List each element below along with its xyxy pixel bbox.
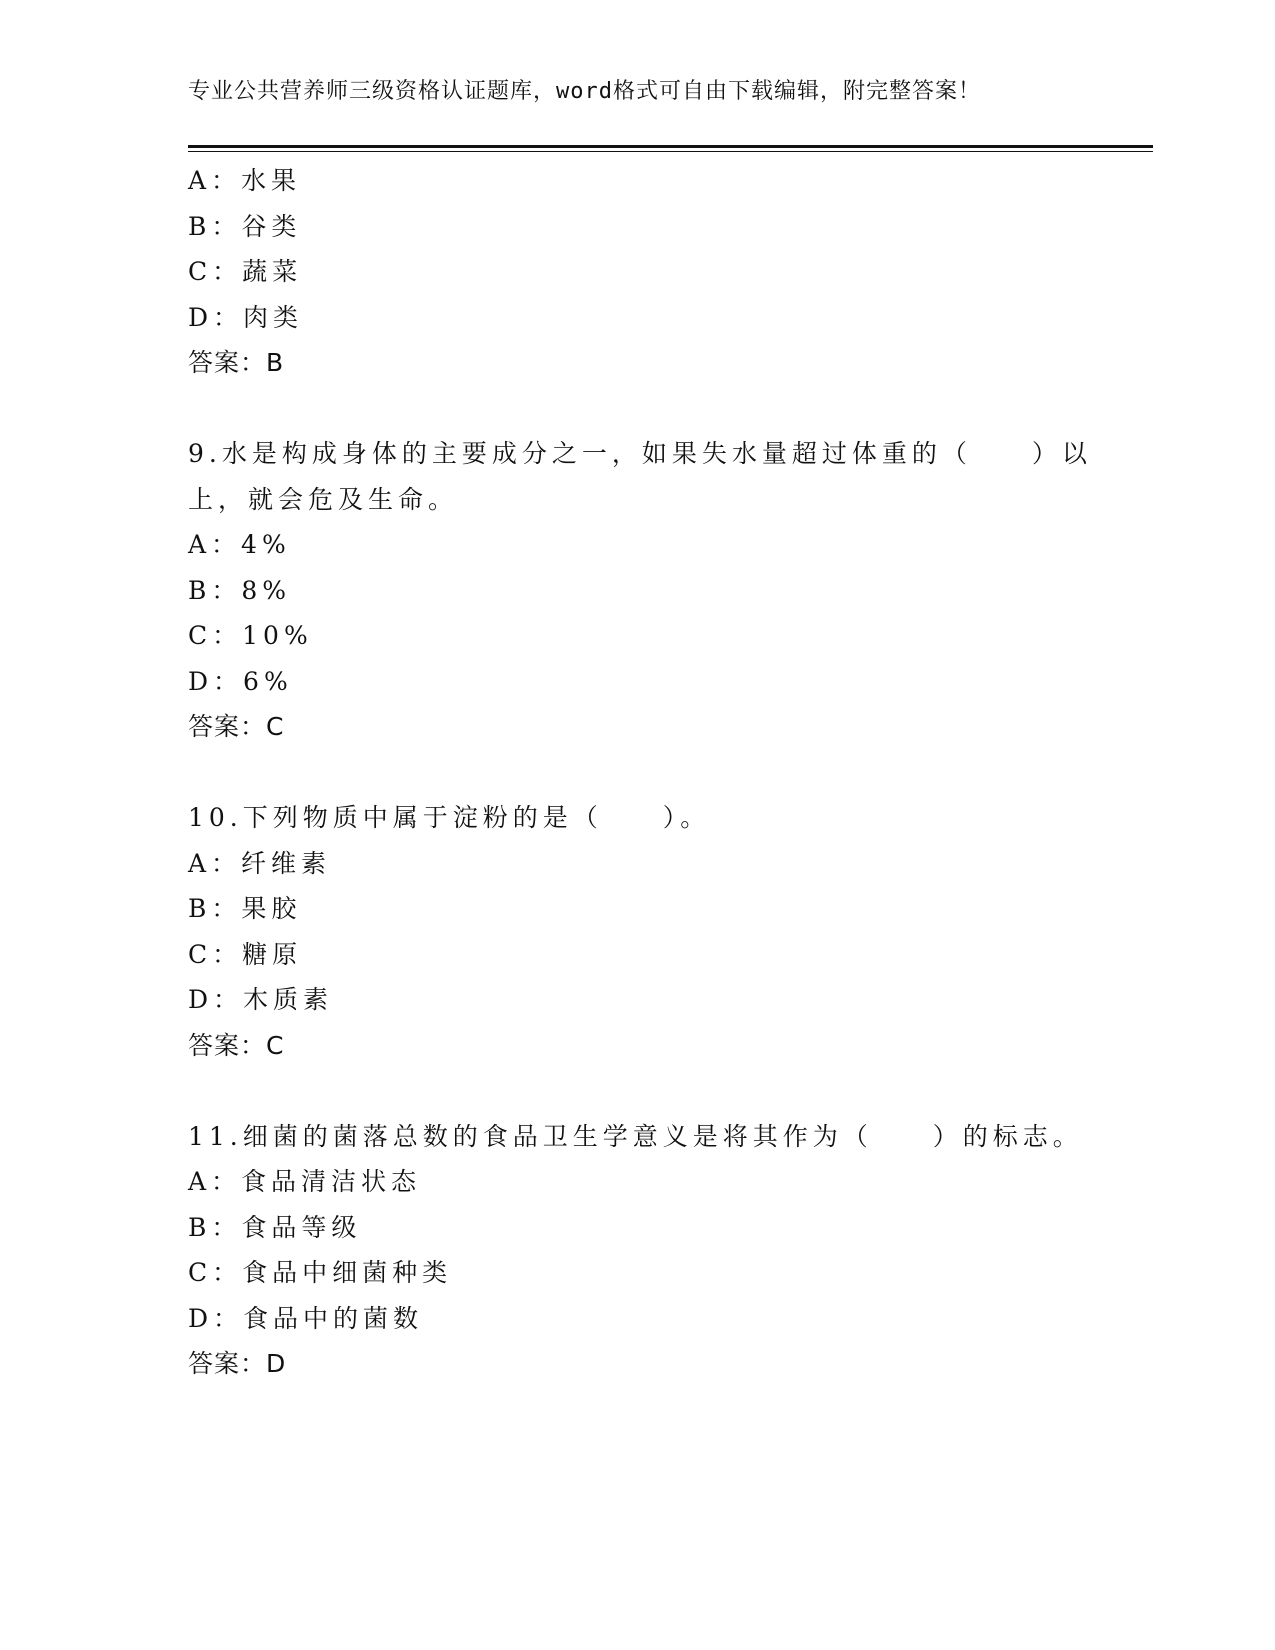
question-8	[188, 158, 1088, 386]
option-b: B：谷类	[188, 211, 302, 241]
option-c: C：糖原	[188, 939, 303, 969]
option-b: B：食品等级	[188, 1212, 362, 1242]
option-c: C：10%	[188, 621, 313, 650]
option-d: D：肉类	[188, 302, 304, 332]
page-header: 专业公共营养师三级资格认证题库，word格式可自由下载编辑，附完整答案！	[188, 79, 981, 104]
question-10	[188, 795, 1088, 1068]
option-d: D：食品中的菌数	[188, 1303, 424, 1333]
header-rule-thick	[188, 145, 1153, 148]
option-d: D：木质素	[188, 985, 334, 1014]
option-b: B：果胶	[188, 894, 302, 923]
question-9	[188, 431, 1092, 750]
answer: 答案：C	[188, 1030, 285, 1060]
answer: 答案：C	[188, 712, 285, 741]
option-b: B：8%	[188, 575, 292, 605]
answer: 答案：B	[188, 348, 285, 377]
question-list	[188, 158, 1092, 1387]
header-rule-thin	[188, 151, 1153, 152]
question-stem-continued: 上，就会危及生命。	[188, 484, 459, 514]
option-a: A：水果	[188, 166, 302, 195]
question-stem: 10.下列物质中属于淀粉的是（ ）。	[188, 803, 711, 832]
answer: 答案：D	[188, 1349, 287, 1378]
option-a: A：食品清洁状态	[188, 1167, 422, 1196]
option-c: C：食品中细菌种类	[188, 1258, 453, 1287]
option-a: A：纤维素	[188, 848, 332, 878]
option-c: C：蔬菜	[188, 257, 303, 286]
question-stem: 9.水是构成身体的主要成分之一，如果失水量超过体重的（ ）以	[188, 439, 1092, 468]
question-stem: 11.细菌的菌落总数的食品卫生学意义是将其作为（ ）的标志。	[188, 1121, 1083, 1151]
question-11	[188, 1114, 1088, 1387]
option-a: A：4%	[188, 530, 291, 559]
option-d: D：6%	[188, 666, 293, 696]
